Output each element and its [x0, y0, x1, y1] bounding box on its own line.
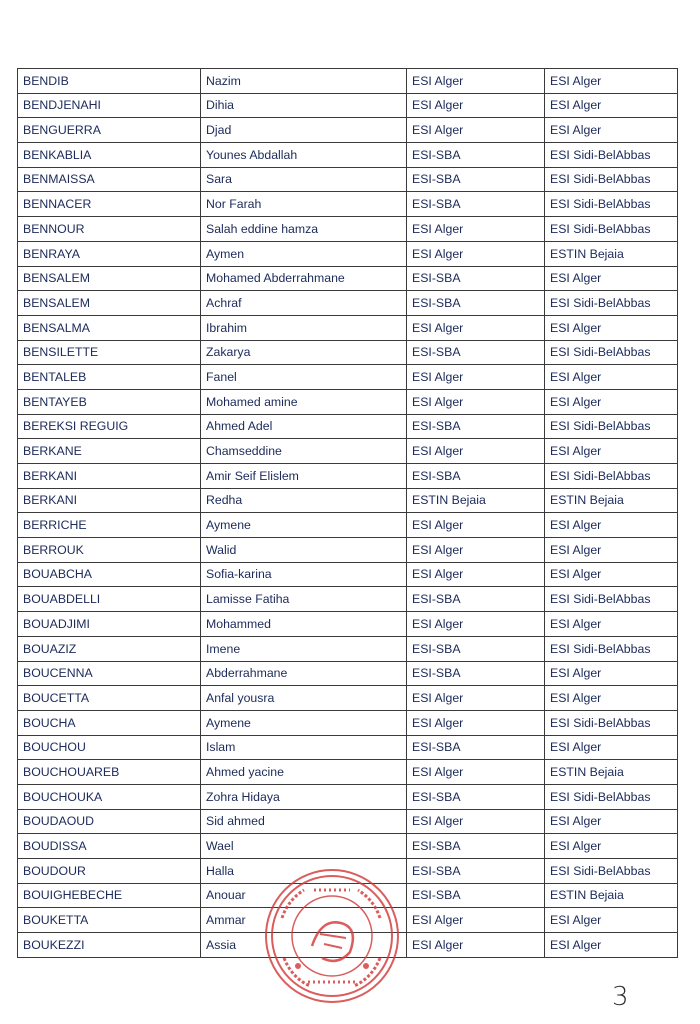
first-name-cell: Dihia [201, 93, 407, 118]
first-name-cell: Aymene [201, 513, 407, 538]
first-name-cell: Walid [201, 538, 407, 563]
first-name-cell: Anfal yousra [201, 686, 407, 711]
first-name-cell: Assia [201, 933, 407, 958]
assignment-cell: ESI Sidi-BelAbbas [545, 464, 678, 489]
table-row [18, 464, 678, 489]
last-name-cell: BOUCHOUKA [18, 784, 201, 809]
school-cell: ESI-SBA [407, 784, 545, 809]
school-cell: ESI Alger [407, 93, 545, 118]
assignment-cell: ESI Sidi-BelAbbas [545, 414, 678, 439]
assignment-cell: ESI Alger [545, 513, 678, 538]
school-cell: ESI-SBA [407, 414, 545, 439]
first-name-cell: Sid ahmed [201, 809, 407, 834]
assignment-cell: ESI Alger [545, 562, 678, 587]
last-name-cell: BENSILETTE [18, 340, 201, 365]
assignment-cell: ESI Alger [545, 389, 678, 414]
assignment-cell: ESI Sidi-BelAbbas [545, 143, 678, 168]
last-name-cell: BOUABDELLI [18, 587, 201, 612]
school-cell: ESI Alger [407, 315, 545, 340]
assignment-cell: ESTIN Bejaia [545, 488, 678, 513]
table-row [18, 143, 678, 168]
assignment-cell: ESI Alger [545, 365, 678, 390]
table-row [18, 241, 678, 266]
first-name-cell: Djad [201, 118, 407, 143]
table-row [18, 488, 678, 513]
last-name-cell: BENMAISSA [18, 167, 201, 192]
assignment-cell: ESI Alger [545, 809, 678, 834]
student-table [17, 68, 678, 958]
first-name-cell: Islam [201, 735, 407, 760]
school-cell: ESI Alger [407, 217, 545, 242]
school-cell: ESI-SBA [407, 636, 545, 661]
assignment-cell: ESI Alger [545, 933, 678, 958]
last-name-cell: BENTALEB [18, 365, 201, 390]
last-name-cell: BENRAYA [18, 241, 201, 266]
first-name-cell: Abderrahmane [201, 661, 407, 686]
first-name-cell: Mohamed Abderrahmane [201, 266, 407, 291]
last-name-cell: BERKANI [18, 488, 201, 513]
last-name-cell: BOUDISSA [18, 834, 201, 859]
assignment-cell: ESI Sidi-BelAbbas [545, 340, 678, 365]
table-row [18, 809, 678, 834]
first-name-cell: Ahmed Adel [201, 414, 407, 439]
last-name-cell: BENSALEM [18, 266, 201, 291]
last-name-cell: BOUABCHA [18, 562, 201, 587]
first-name-cell: Ibrahim [201, 315, 407, 340]
last-name-cell: BOUCHA [18, 710, 201, 735]
last-name-cell: BOUDOUR [18, 859, 201, 884]
school-cell: ESI-SBA [407, 266, 545, 291]
school-cell: ESI Alger [407, 389, 545, 414]
table-row [18, 315, 678, 340]
assignment-cell: ESI Alger [545, 93, 678, 118]
table-row [18, 192, 678, 217]
assignment-cell: ESI Sidi-BelAbbas [545, 636, 678, 661]
school-cell: ESI-SBA [407, 167, 545, 192]
first-name-cell: Nor Farah [201, 192, 407, 217]
table-row [18, 883, 678, 908]
school-cell: ESI-SBA [407, 464, 545, 489]
assignment-cell: ESI Alger [545, 661, 678, 686]
assignment-cell: ESI Alger [545, 612, 678, 637]
school-cell: ESI Alger [407, 439, 545, 464]
table-row [18, 93, 678, 118]
school-cell: ESI Alger [407, 933, 545, 958]
table-row [18, 513, 678, 538]
table-row [18, 834, 678, 859]
last-name-cell: BOUIGHEBECHE [18, 883, 201, 908]
school-cell: ESI Alger [407, 760, 545, 785]
last-name-cell: BENGUERRA [18, 118, 201, 143]
last-name-cell: BOUCHOUAREB [18, 760, 201, 785]
assignment-cell: ESTIN Bejaia [545, 883, 678, 908]
school-cell: ESI-SBA [407, 291, 545, 316]
last-name-cell: BENNOUR [18, 217, 201, 242]
school-cell: ESTIN Bejaia [407, 488, 545, 513]
assignment-cell: ESI Alger [545, 834, 678, 859]
last-name-cell: BOUDAOUD [18, 809, 201, 834]
assignment-cell: ESI Alger [545, 118, 678, 143]
table-row [18, 389, 678, 414]
school-cell: ESI-SBA [407, 192, 545, 217]
first-name-cell: Ahmed yacine [201, 760, 407, 785]
first-name-cell: Redha [201, 488, 407, 513]
last-name-cell: BEREKSI REGUIG [18, 414, 201, 439]
last-name-cell: BOUAZIZ [18, 636, 201, 661]
last-name-cell: BOUKEZZI [18, 933, 201, 958]
assignment-cell: ESI Alger [545, 538, 678, 563]
assignment-cell: ESI Sidi-BelAbbas [545, 291, 678, 316]
last-name-cell: BENSALEM [18, 291, 201, 316]
assignment-cell: ESI Alger [545, 439, 678, 464]
assignment-cell: ESI Sidi-BelAbbas [545, 167, 678, 192]
school-cell: ESI-SBA [407, 883, 545, 908]
school-cell: ESI Alger [407, 118, 545, 143]
school-cell: ESI Alger [407, 562, 545, 587]
school-cell: ESI-SBA [407, 735, 545, 760]
first-name-cell: Lamisse Fatiha [201, 587, 407, 612]
last-name-cell: BOUCENNA [18, 661, 201, 686]
first-name-cell: Mohammed [201, 612, 407, 637]
school-cell: ESI Alger [407, 538, 545, 563]
assignment-cell: ESTIN Bejaia [545, 760, 678, 785]
first-name-cell: Sara [201, 167, 407, 192]
assignment-cell: ESI Alger [545, 266, 678, 291]
last-name-cell: BOUCETTA [18, 686, 201, 711]
last-name-cell: BENNACER [18, 192, 201, 217]
table-row [18, 69, 678, 94]
assignment-cell: ESI Alger [545, 686, 678, 711]
school-cell: ESI Alger [407, 612, 545, 637]
table-row [18, 587, 678, 612]
first-name-cell: Imene [201, 636, 407, 661]
table-row [18, 661, 678, 686]
assignment-cell: ESI Sidi-BelAbbas [545, 710, 678, 735]
assignment-cell: ESI Alger [545, 315, 678, 340]
first-name-cell: Fanel [201, 365, 407, 390]
first-name-cell: Halla [201, 859, 407, 884]
table-row [18, 562, 678, 587]
table-row [18, 710, 678, 735]
school-cell: ESI Alger [407, 241, 545, 266]
first-name-cell: Zakarya [201, 340, 407, 365]
last-name-cell: BOUADJIMI [18, 612, 201, 637]
first-name-cell: Anouar [201, 883, 407, 908]
assignment-cell: ESI Alger [545, 908, 678, 933]
last-name-cell: BENDJENAHI [18, 93, 201, 118]
first-name-cell: Ammar [201, 908, 407, 933]
table-row [18, 908, 678, 933]
school-cell: ESI-SBA [407, 340, 545, 365]
assignment-cell: ESI Sidi-BelAbbas [545, 217, 678, 242]
table-row [18, 118, 678, 143]
last-name-cell: BENSALMA [18, 315, 201, 340]
assignment-cell: ESI Alger [545, 735, 678, 760]
first-name-cell: Younes Abdallah [201, 143, 407, 168]
assignment-cell: ESI Sidi-BelAbbas [545, 859, 678, 884]
school-cell: ESI-SBA [407, 661, 545, 686]
last-name-cell: BERRICHE [18, 513, 201, 538]
first-name-cell: Mohamed amine [201, 389, 407, 414]
table-row [18, 365, 678, 390]
last-name-cell: BENDIB [18, 69, 201, 94]
last-name-cell: BENTAYEB [18, 389, 201, 414]
school-cell: ESI Alger [407, 365, 545, 390]
table-row [18, 340, 678, 365]
page-number: 3 [612, 982, 629, 1012]
assignment-cell: ESI Sidi-BelAbbas [545, 784, 678, 809]
first-name-cell: Salah eddine hamza [201, 217, 407, 242]
table-row [18, 859, 678, 884]
table-row [18, 933, 678, 958]
first-name-cell: Wael [201, 834, 407, 859]
last-name-cell: BERKANE [18, 439, 201, 464]
assignment-cell: ESI Sidi-BelAbbas [545, 587, 678, 612]
table-row [18, 735, 678, 760]
table-row [18, 439, 678, 464]
school-cell: ESI Alger [407, 513, 545, 538]
school-cell: ESI-SBA [407, 834, 545, 859]
table-row [18, 266, 678, 291]
assignment-cell: ESI Alger [545, 69, 678, 94]
school-cell: ESI-SBA [407, 143, 545, 168]
first-name-cell: Nazim [201, 69, 407, 94]
school-cell: ESI Alger [407, 69, 545, 94]
school-cell: ESI Alger [407, 809, 545, 834]
last-name-cell: BENKABLIA [18, 143, 201, 168]
table-row [18, 217, 678, 242]
table-row [18, 291, 678, 316]
school-cell: ESI Alger [407, 686, 545, 711]
table-row [18, 414, 678, 439]
first-name-cell: Aymene [201, 710, 407, 735]
table-row [18, 760, 678, 785]
table-row [18, 538, 678, 563]
first-name-cell: Achraf [201, 291, 407, 316]
student-table-body [18, 69, 678, 958]
last-name-cell: BOUKETTA [18, 908, 201, 933]
table-row [18, 612, 678, 637]
last-name-cell: BOUCHOU [18, 735, 201, 760]
last-name-cell: BERKANI [18, 464, 201, 489]
table-row [18, 636, 678, 661]
first-name-cell: Sofia-karina [201, 562, 407, 587]
first-name-cell: Chamseddine [201, 439, 407, 464]
school-cell: ESI-SBA [407, 587, 545, 612]
table-row [18, 784, 678, 809]
first-name-cell: Aymen [201, 241, 407, 266]
table-row [18, 686, 678, 711]
school-cell: ESI Alger [407, 908, 545, 933]
first-name-cell: Amir Seif Elislem [201, 464, 407, 489]
table-row [18, 167, 678, 192]
assignment-cell: ESI Sidi-BelAbbas [545, 192, 678, 217]
assignment-cell: ESTIN Bejaia [545, 241, 678, 266]
first-name-cell: Zohra Hidaya [201, 784, 407, 809]
school-cell: ESI Alger [407, 710, 545, 735]
last-name-cell: BERROUK [18, 538, 201, 563]
school-cell: ESI-SBA [407, 859, 545, 884]
